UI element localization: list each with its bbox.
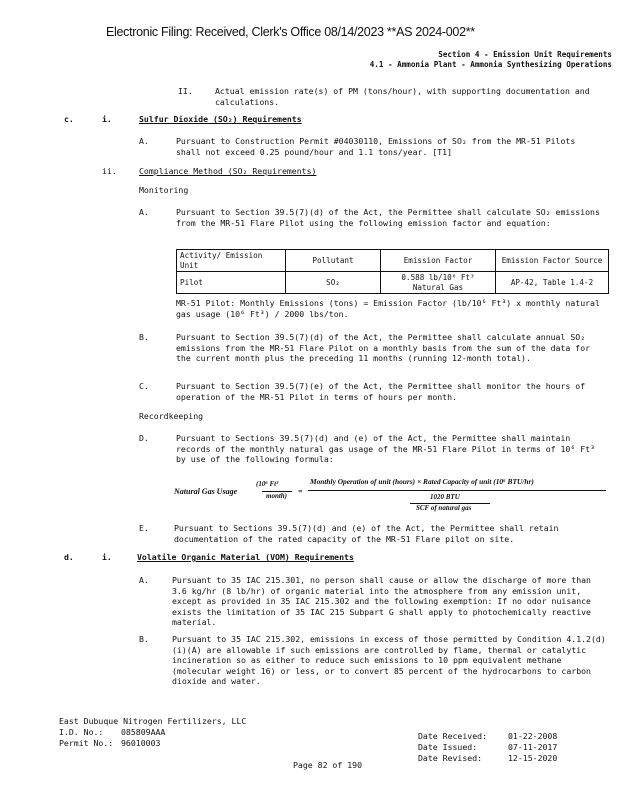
item-text-mA: Pursuant to Section 39.5(7)(d) of the Act, the Permittee shall calculate SO₂ emissions from the MR-51 Flare Pilot using the following emission factor and equation:	[176, 207, 600, 228]
formula-main-divider	[308, 490, 606, 491]
item-text-rE: Pursuant to Sections 39.5(7)(d) and (e) of the Act, the Permittee shall retain documentation of the rated capacity of the MR-51 Flare pilot on site.	[174, 523, 559, 544]
footer-permit-label: Permit No.:	[59, 738, 114, 748]
item-label-ii-top: II.	[178, 86, 193, 96]
table-header-cell: Emission Factor Source	[496, 250, 609, 272]
table-header-cell: Pollutant	[286, 250, 381, 272]
formula-numerator: Monthly Operation of unit (hours) × Rated Capacity of unit (10⁶ BTU/hr)	[310, 477, 534, 486]
monthly-emissions-equation: MR-51 Pilot: Monthly Emissions (tons) = Emission Factor (lb/10⁶ Ft³) x monthly natural gas usage (10⁶ Ft³) / 2000 lbs/ton.	[176, 298, 600, 319]
item-text-rD: Pursuant to Sections 39.5(7)(d) and (e) of the Act, the Permittee shall maintain records of the monthly natural gas usage of the MR-51 Flare Pilot in terms of 10⁶ Ft³ by use of the following formula:	[176, 433, 595, 465]
formula-denominator-btu: 1020 BTU	[430, 493, 460, 501]
filing-stamp: Electronic Filing: Received, Clerk's Office 08/14/2023 **AS 2024-002**	[106, 25, 475, 39]
item-text-c-A: Pursuant to Construction Permit #04030110, Emissions of SO₂ from the MR-51 Pilots shall not exceed 0.25 pound/hour and 1.1 tons/year. [T1]	[176, 136, 576, 157]
footer-issued-label: Date Issued:	[418, 742, 478, 752]
item-text-d-B: Pursuant to 35 IAC 215.302, emissions in excess of those permitted by Condition 4.1.2(d)(i)(A) are allowable if such emissions are controlled by flame, thermal or catalytic incineration so as either to reduce such emissions to 10 ppm equivalent methane (molecular weight 16) or less, or to convert 85 percent of the hydrocarbons to carbon dioxide and water.	[172, 634, 606, 687]
item-label-d-A: A.	[139, 575, 149, 585]
vom-requirements-title: Volatile Organic Material (VOM) Requirements	[137, 552, 354, 562]
formula-equals: =	[298, 487, 303, 496]
so2-requirements-title: Sulfur Dioxide (SO₂) Requirements	[139, 114, 302, 124]
item-label-mC: C.	[139, 381, 149, 391]
natural-gas-usage-formula	[174, 474, 606, 518]
item-label-mA: A.	[139, 207, 149, 217]
monitoring-heading: Monitoring	[139, 185, 189, 195]
table-row	[177, 272, 609, 294]
footer-received-value: 01-22-2008	[508, 731, 558, 741]
item-text-ii-top: Actual emission rate(s) of PM (tons/hour), with supporting documentation and calculations.	[215, 86, 590, 107]
section-num-c-i: i.	[102, 114, 112, 124]
footer-id-label: I.D. No.:	[59, 727, 104, 737]
item-text-mB: Pursuant to Section 39.5(7)(d) of the Act, the Permittee shall calculate annual SO₂ emissions from the MR-51 Flare Pilot on a monthly basis from the sum of the data for the current month plus the preceding 11 months (running 12-month total).	[176, 332, 591, 364]
table-cell: Pilot	[177, 272, 286, 294]
table-cell: SO₂	[286, 272, 381, 294]
table-header-cell: Activity/ Emission Unit	[177, 250, 286, 272]
section-header: Section 4 - Emission Unit Requirements	[438, 50, 612, 59]
footer-permit-value: 96010003	[121, 738, 161, 748]
table-header-row	[177, 250, 609, 272]
formula-lhs-num: (10⁶ Ft³	[256, 480, 279, 488]
section-letter-d: d.	[64, 552, 74, 562]
section-num-c-ii: ii.	[102, 166, 117, 176]
emission-factor-table	[176, 249, 609, 294]
subsection-header: 4.1 - Ammonia Plant - Ammonia Synthesizing Operations	[369, 60, 612, 69]
footer-company: East Dubuque Nitrogen Fertilizers, LLC	[59, 716, 247, 726]
footer-issued-value: 07-11-2017	[508, 742, 558, 752]
footer-revised-value: 12-15-2020	[508, 753, 558, 763]
item-label-d-B: B.	[139, 634, 149, 644]
section-num-d-i: i.	[102, 552, 112, 562]
compliance-method-title: Compliance Method (SO₂ Requirements)	[139, 166, 317, 176]
footer-received-label: Date Received:	[418, 731, 488, 741]
formula-lhs-den: month)	[266, 492, 288, 500]
item-label-rE: E.	[139, 523, 149, 533]
item-label-c-A: A.	[139, 136, 149, 146]
formula-lhs: Natural Gas Usage	[174, 487, 238, 496]
footer-id-value: 085809AAA	[121, 727, 166, 737]
item-label-rD: D.	[139, 433, 149, 443]
item-text-d-A: Pursuant to 35 IAC 215.301, no person shall cause or allow the discharge of more than 3.6 kg/hr (8 lb/hr) of organic material into the atmosphere from any emission unit, except as provided in 35 IAC 215.302 and the following exemption: If no odor nuisance exists the limitation of 35 IAC 215 Subpart G shall apply to photochemically reactive material.	[172, 575, 591, 628]
recordkeeping-heading: Recordkeeping	[139, 411, 204, 421]
formula-denominator-scf: SCF of natural gas	[416, 504, 472, 512]
page-number: Page 82 of 190	[293, 760, 363, 770]
table-header-cell: Emission Factor	[381, 250, 496, 272]
footer-revised-label: Date Revised:	[418, 753, 483, 763]
item-text-mC: Pursuant to Section 39.5(7)(e) of the Act, the Permittee shall monitor the hours of operation of the MR-51 Pilot in terms of hours per month.	[176, 381, 586, 402]
table-cell: AP-42, Table 1.4-2	[496, 272, 609, 294]
section-letter-c: c.	[64, 114, 74, 124]
item-label-mB: B.	[139, 332, 149, 342]
table-cell: 0.588 lb/10⁶ Ft³ Natural Gas	[381, 272, 496, 294]
